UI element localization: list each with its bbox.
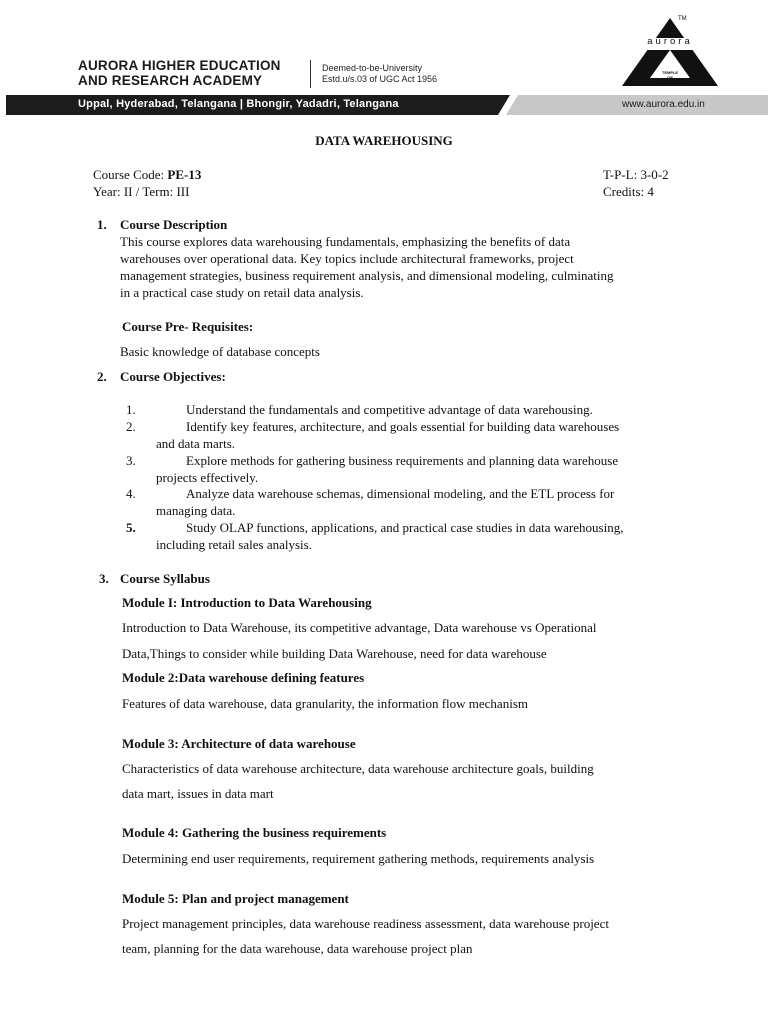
- objective-text: Explore methods for gathering business requirements and planning data warehouse: [186, 453, 619, 468]
- objective-text-cont: and data marts.: [156, 436, 236, 451]
- module-text: team, planning for the data warehouse, data warehouse project plan: [122, 941, 473, 956]
- objective-text-cont: including retail sales analysis.: [156, 537, 312, 552]
- objective-text: Understand the fundamentals and competitive advantage of data warehousing.: [186, 402, 593, 417]
- course-code-value: PE-13: [167, 167, 202, 182]
- module-title: Module 3: Architecture of data warehouse: [122, 736, 356, 751]
- institution-name-line2: AND RESEARCH ACADEMY: [78, 73, 263, 88]
- logo-tagline-line2: OF: [667, 75, 673, 80]
- objective-text: Analyze data warehouse schemas, dimensional modeling, and the ETL process for: [186, 486, 615, 501]
- logo-wordmark: aurora: [647, 36, 693, 47]
- module-text: Determining end user requirements, requirement gathering methods, requirements analysis: [122, 851, 595, 866]
- header-divider: [310, 60, 311, 88]
- course-description: [120, 233, 712, 301]
- objective-number: 3.: [126, 453, 136, 468]
- campus-locations: Uppal, Hyderabad, Telangana | Bhongir, Yadadri, Telangana: [78, 98, 399, 110]
- objective-number: 1.: [126, 402, 136, 417]
- module-text: Data,Things to consider while building Data Warehouse, need for data warehouse: [122, 646, 547, 661]
- tpl-value: T-P-L: 3-0-2: [603, 167, 669, 182]
- module-title: Module 5: Plan and project management: [122, 891, 349, 906]
- objective-number: 2.: [126, 419, 136, 434]
- logo-tagline-line3: LEARNING: [659, 80, 681, 85]
- institution-name: [78, 58, 281, 88]
- description-line: warehouses over operational data. Key topics include architectural frameworks, project: [120, 251, 574, 266]
- section1-heading: Course Description: [120, 217, 228, 232]
- objective-text-cont: projects effectively.: [156, 470, 259, 485]
- module-text: Introduction to Data Warehouse, its competitive advantage, Data warehouse vs Operational: [122, 620, 597, 635]
- description-line: management strategies, business requirement analysis, and dimensional modeling, culminating: [120, 268, 614, 283]
- institution-name-line1: AURORA HIGHER EDUCATION: [78, 58, 281, 73]
- university-status: [322, 63, 437, 85]
- year-term: Year: II / Term: III: [93, 184, 190, 199]
- module-title: Module I: Introduction to Data Warehousing: [122, 595, 372, 610]
- aurora-logo: [620, 16, 720, 90]
- course-code-label: Course Code:: [93, 167, 168, 182]
- credits-value: Credits: 4: [603, 184, 654, 199]
- section2-number: 2.: [97, 369, 107, 384]
- section3-number: 3.: [99, 571, 109, 586]
- module-title: Module 2:Data warehouse defining features: [122, 670, 365, 685]
- objective-number: 4.: [126, 486, 136, 501]
- module-text: data mart, issues in data mart: [122, 786, 274, 801]
- section2-heading: Course Objectives:: [120, 369, 226, 384]
- status-line1: Deemed-to-be-University: [322, 63, 423, 73]
- module-text: Project management principles, data warehouse readiness assessment, data warehouse project: [122, 916, 609, 931]
- course-code: [93, 166, 201, 183]
- status-line2: Estd.u/s.03 of UGC Act 1956: [322, 74, 438, 84]
- module-text: Features of data warehouse, data granularity, the information flow mechanism: [122, 696, 528, 711]
- description-line: in a practical case study on retail data analysis.: [120, 285, 364, 300]
- objective-text-cont: managing data.: [156, 503, 236, 518]
- logo-tagline-line1: TEMPLE: [661, 70, 679, 75]
- website-link[interactable]: www.aurora.edu.in: [622, 99, 705, 110]
- prerequisites-text: Basic knowledge of database concepts: [120, 344, 320, 359]
- objective-text: Study OLAP functions, applications, and practical case studies in data warehousing,: [186, 520, 624, 535]
- section3-heading: Course Syllabus: [120, 571, 210, 586]
- section1-number: 1.: [97, 217, 107, 232]
- prerequisites-heading: Course Pre- Requisites:: [122, 319, 254, 334]
- logo-tagline: [654, 70, 686, 85]
- objective-number: 5.: [126, 520, 136, 535]
- description-line: This course explores data warehousing fundamentals, emphasizing the benefits of data: [120, 234, 571, 249]
- module-title: Module 4: Gathering the business requirements: [122, 825, 387, 840]
- module-text: Characteristics of data warehouse architecture, data warehouse architecture goals, building: [122, 761, 594, 776]
- logo-trademark: TM: [678, 16, 687, 22]
- objective-text: Identify key features, architecture, and goals essential for building data warehouses: [186, 419, 620, 434]
- document-title: DATA WAREHOUSING: [315, 133, 453, 148]
